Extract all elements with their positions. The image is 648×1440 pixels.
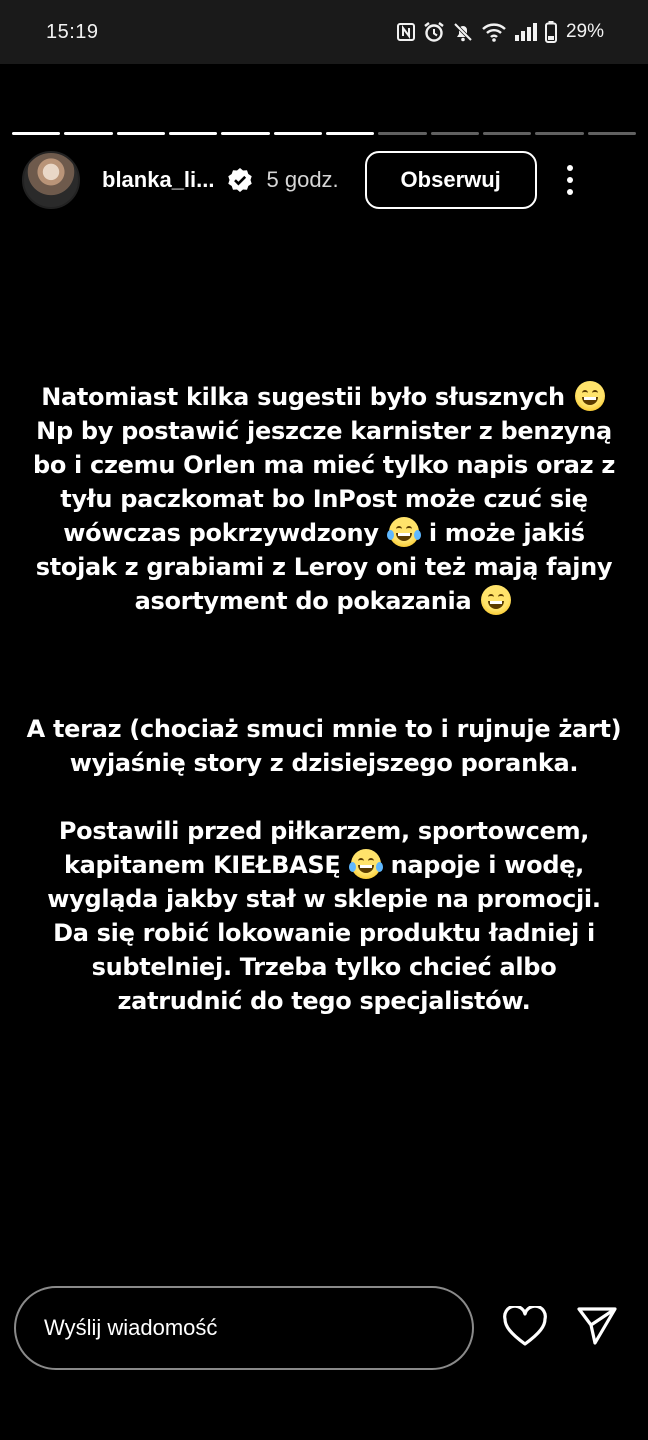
story-progress-bar [12,132,636,135]
story-line: wyjaśnię story z dzisiejszego poranka. [69,749,579,777]
progress-segment [64,132,112,135]
status-icons [396,21,604,43]
progress-segment [169,132,217,135]
progress-segment [326,132,374,135]
wifi-icon [481,21,507,43]
reply-bar [0,1270,648,1440]
verified-badge-icon [227,167,253,193]
send-icon[interactable] [576,1306,618,1346]
heart-icon[interactable] [502,1306,548,1348]
mute-icon [452,21,474,43]
progress-segment [117,132,165,135]
story-line: Da się robić lokowanie produktu ładniej i [53,919,595,947]
username[interactable]: blanka_li... [102,167,215,192]
progress-segment [274,132,322,135]
story-line: i może jakiś [428,519,585,547]
story-line: stojak z grabiami z Leroy oni też mają fajny [35,553,613,581]
story-paragraph-2 [0,712,648,780]
grinning-emoji-icon [481,585,511,615]
progress-segment [378,132,426,135]
progress-segment [12,132,60,135]
story-line: tyłu paczkomat bo InPost może czuć się [60,485,588,513]
battery-percent: 29% [565,21,604,42]
message-input[interactable] [14,1286,474,1370]
story-header [22,150,628,210]
progress-segment [431,132,479,135]
story-paragraph-3 [0,814,648,1018]
story-line: bo i czemu Orlen ma mieć tylko napis oraz z [32,451,616,479]
story-viewer[interactable] [0,118,648,1270]
story-line: subtelniej. Trzeba tylko chcieć albo [91,953,557,981]
story-line: kapitanem KIEŁBASĘ [64,851,341,879]
story-line: A teraz (chociaż smuci mnie to i rujnuje żart) [26,715,622,743]
story-paragraph-1 [0,380,648,618]
laughing-tears-emoji-icon [389,517,419,547]
signal-icon [514,22,538,42]
story-line: napoje i wodę, [390,851,584,879]
status-bar [0,0,648,64]
story-line: wygląda jakby stał w sklepie na promocji. [47,885,601,913]
story-line: Postawili przed piłkarzem, sportowcem, [58,817,590,845]
nfc-icon [396,22,416,42]
follow-button[interactable]: Obserwuj [365,151,537,209]
story-line: Np by postawić jeszcze karnister z benzyną [36,417,612,445]
progress-segment [221,132,269,135]
laughing-tears-emoji-icon [351,849,381,879]
post-time: 5 godz. [266,167,339,192]
progress-segment [588,132,636,135]
status-time: 15:19 [46,20,99,43]
battery-icon [545,21,557,43]
story-line: Natomiast kilka sugestii było słusznych [41,383,565,411]
grinning-emoji-icon [575,381,605,411]
alarm-icon [423,21,445,43]
story-line: wówczas pokrzywdzony [63,519,379,547]
story-line: zatrudnić do tego specjalistów. [117,987,531,1015]
progress-segment [535,132,583,135]
story-line: asortyment do pokazania [134,587,472,615]
progress-segment [483,132,531,135]
more-options-icon[interactable] [567,165,573,195]
avatar[interactable] [22,151,80,209]
